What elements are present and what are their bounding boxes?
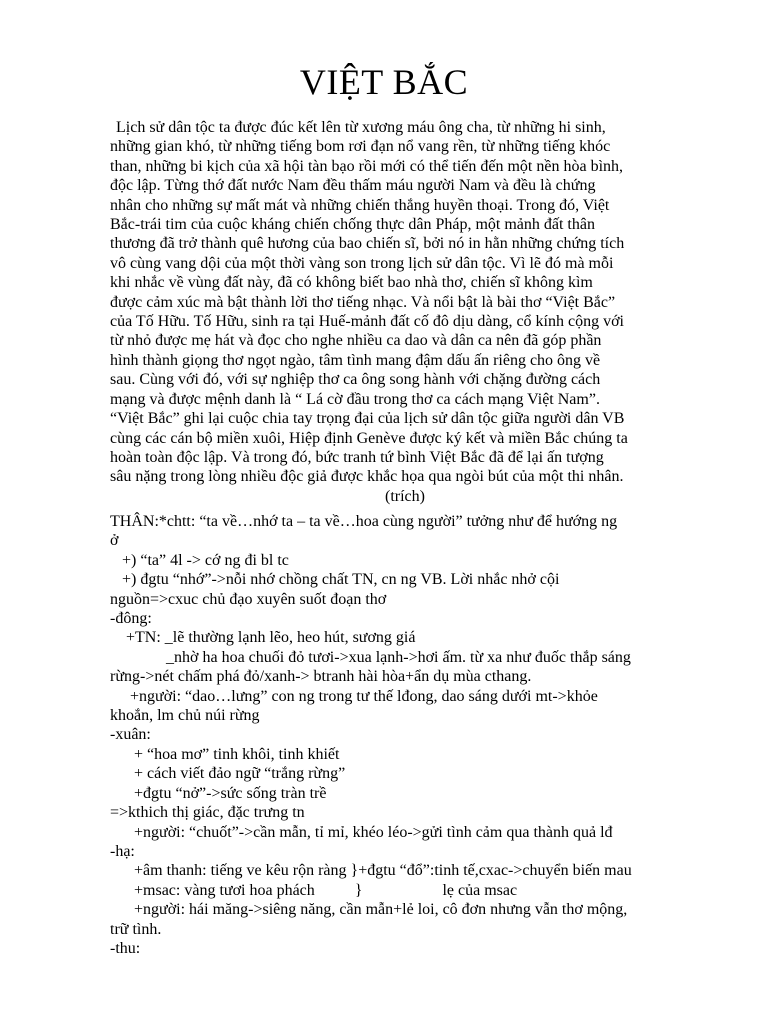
note-line: -thu: <box>110 939 141 957</box>
excerpt-note: (trích) <box>385 487 425 505</box>
note-line: -hạ: <box>110 842 135 860</box>
note-line: +người: “chuốt”->cần mẫn, tỉ mỉ, khéo léo->gửi tình cảm qua thành quả lđ <box>110 823 613 841</box>
intro-line: hoàn toàn độc lập. Và trong đó, bức tranh tứ bình Việt Bắc đã để lại ấn tượng <box>110 448 604 466</box>
intro-line: độc lập. Từng thớ đất nước Nam đều thấm máu người Nam và đều là chứng <box>110 177 596 195</box>
intro-line: Lịch sử dân tộc ta được đúc kết lên từ xương máu ông cha, từ những hi sinh, <box>116 119 606 136</box>
intro-line: “Việt Bắc” ghi lại cuộc chia tay trọng đại của lịch sử dân tộc giữa người dân VB <box>110 410 625 428</box>
intro-line: Bắc-trái tim của cuộc kháng chiến chống thực dân Pháp, một mảnh đất thân <box>110 216 595 234</box>
note-line: _nhờ ha hoa chuối đỏ tươi->xua lạnh->hơi ấm. từ xa như đuốc thắp sáng <box>110 648 631 666</box>
note-line: +) đgtu “nhớ”->nỗi nhớ chồng chất TN, cn ng VB. Lời nhắc nhở cội <box>110 571 560 589</box>
intro-line: của Tố Hữu. Tố Hữu, sinh ra tại Huế-mảnh đất cố đô dịu dàng, cổ kính cộng với <box>110 313 624 331</box>
note-line: + cách viết đảo ngữ “trắng rừng” <box>110 765 346 783</box>
intro-line: khi nhắc về vùng đất này, đã có không biết bao nhà thơ, chiến sĩ không kìm <box>110 274 593 292</box>
document-title: VIỆT BẮC <box>299 62 469 102</box>
intro-line: sau. Cùng với đó, với sự nghiệp thơ ca ông song hành với chặng đường cách <box>110 371 601 389</box>
note-line: ở <box>110 532 119 550</box>
note-line: -đông: <box>110 610 152 628</box>
note-line: + “hoa mơ” tinh khôi, tinh khiết <box>110 745 340 763</box>
body-notes <box>110 512 730 958</box>
intro-line: than, những bi kịch của xã hội tàn bạo rồi mới có thể tiến đến một nền hòa bình, <box>110 157 624 175</box>
note-line: khoắn, lm chủ núi rừng <box>110 707 260 725</box>
note-line: nguồn=>cxuc chủ đạo xuyên suốt đoạn thơ <box>110 590 387 608</box>
note-line: =>kthich thị giác, đặc trưng tn <box>110 804 305 822</box>
intro-line: vô cùng vang dội của một thời vàng son trong lịch sử dân tộc. Vì lẽ đó mà mỗi <box>110 254 614 272</box>
intro-line: cùng các cán bộ miền xuôi, Hiệp định Genève được ký kết và miền Bắc chúng ta <box>110 429 628 447</box>
intro-line: hình thành giọng thơ ngọt ngào, tâm tình mang đậm dấu ấn riêng cho ông về <box>110 351 601 369</box>
intro-line: nhân cho những sự mất mát và những chiến thắng huyền thoại. Trong đó, Việt <box>110 196 610 214</box>
note-line: +âm thanh: tiếng ve kêu rộn ràng }+đgtu “đổ”:tinh tế,cxac->chuyển biến mau <box>110 862 632 880</box>
note-line: +) “ta” 4l -> cớ ng đi bl tc <box>110 551 289 569</box>
note-line: +người: “dao…lưng” con ng trong tư thế lđong, dao sáng dưới mt->khỏe <box>110 687 598 705</box>
note-line: +người: hái măng->siêng năng, cần mẫn+lẻ loi, cô đơn nhưng vẫn thơ mộng, <box>110 901 628 919</box>
intro-line: thương đã trở thành quê hương của bao chiến sĩ, bởi nó in hằn những chứng tích <box>110 235 625 253</box>
intro-line: những gian khó, từ những tiếng bom rơi đạn nổ vang rền, từ những tiếng khóc <box>110 138 611 156</box>
note-line: -xuân: <box>110 726 151 744</box>
note-line: trữ tình. <box>110 920 162 938</box>
note-line: rừng->nét chấm phá đỏ/xanh-> btranh hài hòa+ẩn dụ mùa cthang. <box>110 668 532 686</box>
intro-paragraph <box>110 118 700 506</box>
note-line: THÂN:*chtt: “ta về…nhớ ta – ta về…hoa cùng người” tưởng như để hướng ng <box>110 513 618 530</box>
intro-line: sâu nặng trong lòng nhiều độc giả được khắc họa qua ngòi bút của một thi nhân. <box>110 468 624 486</box>
note-line: +msac: vàng tươi hoa phách } lẹ của msac <box>110 881 518 899</box>
note-line: +đgtu “nở”->sức sống tràn trề <box>110 784 327 802</box>
intro-line: từ nhỏ được mẹ hát và đọc cho nghe nhiều ca dao và dân ca nên đã góp phần <box>110 332 602 350</box>
note-line: +TN: _lẽ thường lạnh lẽo, heo hút, sương giá <box>110 629 416 647</box>
intro-line: được cảm xúc mà bật thành lời thơ tiếng nhạc. Và nổi bật là bài thơ “Việt Bắc” <box>110 293 616 311</box>
intro-line: mạng và được mệnh danh là “ Lá cờ đầu trong thơ ca cách mạng Việt Nam”. <box>110 390 600 408</box>
